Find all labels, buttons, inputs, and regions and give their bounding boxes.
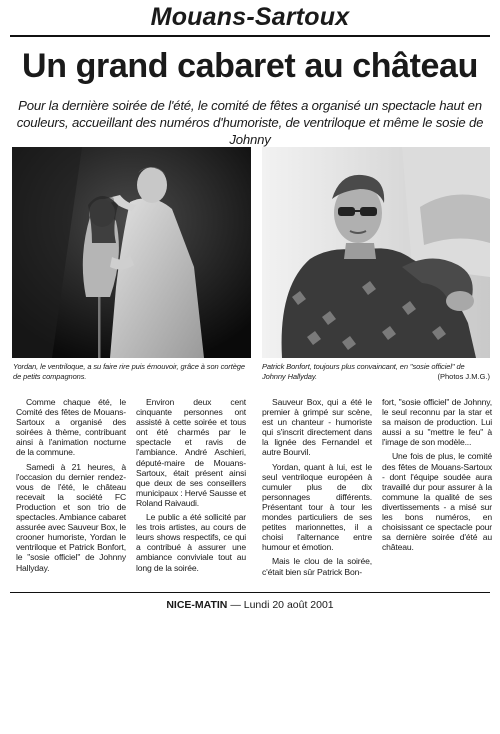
- headline: Un grand cabaret au château: [22, 47, 478, 85]
- article-paragraph: fort, "sosie officiel" de Johnny, le seul reconnu par la star et sa maison de production. Lui aussi a su "mettre le feu" à l'image de son modèle...: [382, 397, 492, 448]
- photo-caption-left: Yordan, le ventriloque, a su faire rire puis émouvoir, grâce à son cortège de petits compagnons.: [13, 362, 245, 381]
- article-paragraph: Comme chaque été, le Comité des fêtes de Mouans-Sartoux a organisé des soirées à thème, contribuant ainsi à l'animation nocturne de la commune.: [16, 397, 126, 458]
- article-column-1: [16, 397, 126, 577]
- publication-date: Lundi 20 août 2001: [243, 599, 334, 611]
- article-paragraph: Le public a été sollicité par les trois artistes, au cours de leurs shows respectifs, ce qui a contribué à assurer une ambiance conviviale tout au long de la soirée.: [136, 512, 246, 573]
- article-paragraph: Yordan, quant à lui, est le seul ventriloque européen à cumuler plus de dix personnages différents. Présentant tour à tour les mondes particuliers de ses petites marionnettes, il a choisi l'alternance entre humour et émotion.: [262, 461, 372, 553]
- footer-dateline: [0, 598, 500, 612]
- footer-rule: [10, 592, 490, 593]
- photo-ventriloquist: [12, 147, 251, 358]
- article-column-4: [382, 397, 492, 556]
- photo-johnny-lookalike: [262, 147, 490, 358]
- article-column-3: [262, 397, 372, 581]
- article-column-2: [136, 397, 246, 577]
- footer-separator: —: [230, 599, 241, 611]
- article-paragraph: Samedi à 21 heures, à l'occasion du dernier rendez-vous de l'été, le château recevait la société FC Production et son trio de spectacles. Ambiance cabaret assurée avec Sauveur Box, le crooner humoriste, Yordan le ventriloque et Patrick Bonfort, le "sosie officiel" de Johnny Hallyday.: [16, 461, 126, 573]
- photo-caption-right: Patrick Bonfort, toujours plus convaincant, en "sosie officiel" de Johnny Hallyday.: [262, 362, 465, 381]
- standfirst: Pour la dernière soirée de l'été, le comité de fêtes a organisé un spectacle haut en couleurs, accueillant des numéros d'humoriste, de ventriloque et même le sosie de Johnny: [16, 98, 484, 147]
- photo-credit: (Photos J.M.G.): [437, 372, 490, 381]
- article-paragraph: Sauveur Box, qui a été le premier à grimpé sur scène, est un chanteur - humoriste qui s'inscrit directement dans la lignée des Fernandel et autre Bourvil.: [262, 397, 372, 458]
- article-paragraph: Une fois de plus, le comité des fêtes de Mouans-Sartoux - dont l'équipe soudée aura travaillé dur pour assurer à la commune la qualité de ses divertissements - a misé sur les bons numéros, en choisissant ce spectacle pour sa dernière soirée d'été au château.: [382, 451, 492, 553]
- section-rule: [10, 35, 490, 37]
- section-title: Mouans-Sartoux: [150, 3, 350, 31]
- newspaper-name: NICE-MATIN: [166, 599, 228, 611]
- article-paragraph: Environ deux cent cinquante personnes ont assisté à cette soirée et tous ont été charmés par le spectacle et ravis de l'ambiance. André Aschieri, député-maire de Mouans-Sartoux, était présent ainsi que deux de ses conseillers municipaux : Hervé Sausse et Roland Raivaudi.: [136, 397, 246, 508]
- article-paragraph: Mais le clou de la soirée, c'était bien sûr Patrick Bon-: [262, 556, 372, 577]
